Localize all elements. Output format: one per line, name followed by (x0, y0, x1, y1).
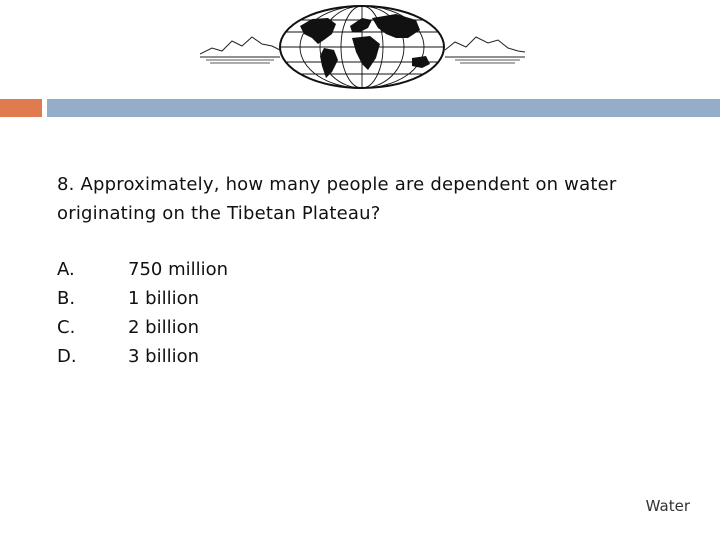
header-rule-bar (47, 99, 720, 117)
option-b (57, 284, 228, 313)
option-text: 1 billion (128, 288, 200, 309)
option-d (57, 342, 228, 371)
option-letter: C. (57, 317, 76, 338)
globe-world-map-icon (200, 4, 525, 90)
option-text: 3 billion (128, 346, 200, 367)
answer-options (57, 255, 228, 371)
footer-label: Water (645, 497, 690, 515)
option-a (57, 255, 228, 284)
option-text: 2 billion (128, 317, 200, 338)
option-letter: B. (57, 288, 76, 309)
question-text: 8. Approximately, how many people are dependent on water originating on the Tibetan Plateau? (57, 174, 617, 224)
option-letter: D. (57, 346, 77, 367)
option-c (57, 313, 228, 342)
option-letter: A. (57, 259, 75, 280)
option-text: 750 million (128, 259, 229, 280)
accent-bar (0, 99, 42, 117)
